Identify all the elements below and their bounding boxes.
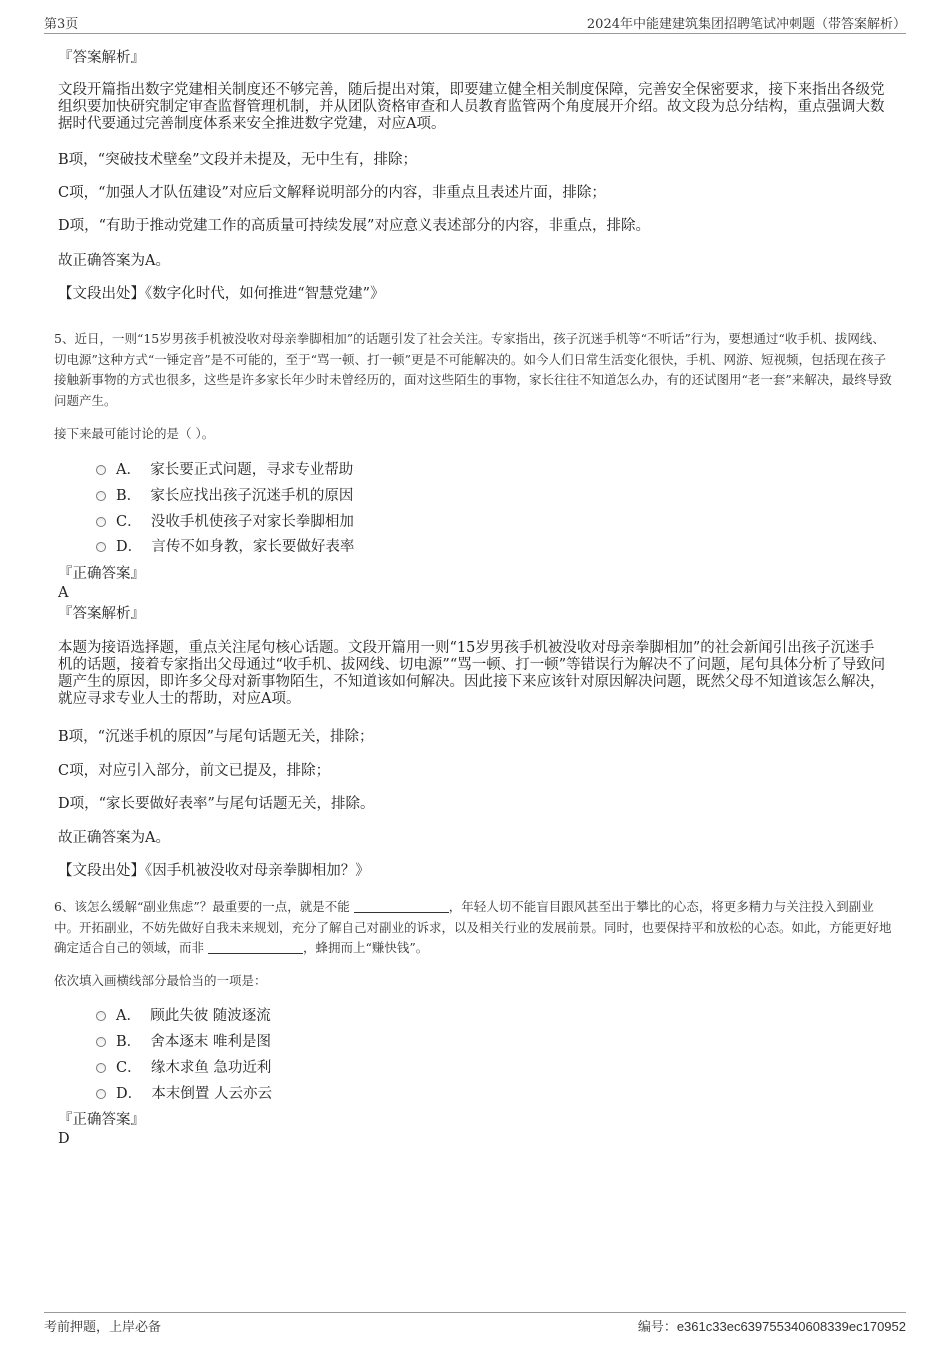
q6-stem: [54, 897, 896, 959]
q5-option-b[interactable]: [96, 487, 353, 505]
q4-option-c-explanation: C项，“加强人才队伍建设”对应后文解释说明部分的内容，非重点且表述片面，排除；: [58, 185, 606, 201]
option-letter: D．: [116, 539, 143, 555]
q6-option-c[interactable]: [96, 1059, 271, 1077]
q5-option-c[interactable]: [96, 513, 354, 531]
q6-stem-part-1: 6、该怎么缓解“副业焦虑”？最重要的一点，就是不能: [54, 899, 350, 914]
option-letter: D．: [116, 1086, 143, 1102]
q4-source: 【文段出处】《数字化时代，如何推进“智慧党建”》: [58, 286, 385, 302]
document-code: [638, 1316, 906, 1335]
q6-stem-part-3: ，蜂拥而上“赚快钱”。: [303, 940, 429, 955]
q5-prompt: 接下来最可能讨论的是（ ）。: [54, 426, 215, 441]
option-letter: B．: [116, 1034, 142, 1050]
q4-option-d-explanation: D项，“有助于推动党建工作的高质量可持续发展”对应意义表述部分的内容，非重点，排除。: [58, 218, 650, 234]
q6-option-d[interactable]: [96, 1085, 272, 1103]
q6-answer-label: 『正确答案』: [58, 1112, 145, 1128]
option-text: 家长要正式问题，寻求专业帮助: [150, 462, 354, 478]
q5-answer-label: 『正确答案』: [58, 566, 145, 582]
radio-icon[interactable]: [96, 517, 106, 527]
q6-answer: D: [58, 1131, 70, 1147]
q4-analysis-label: 『答案解析』: [58, 50, 145, 66]
option-letter: A．: [116, 462, 141, 478]
q5-stem: 5、近日，一则“15岁男孩手机被没收对母亲拳脚相加”的话题引发了社会关注。专家指出，孩子沉迷手机等“不听话”行为，要想通过“收手机、拔网线、切电源”这种方式“一锤定音”是不可能的，至于“骂一顿、打一顿”更是不可能解决的。如今人们日常生活变化很快，手机、网游、短视频，包括现在孩子接触新事物的方式也很多，这些是许多家长年少时未曾经历的，面对这些陌生的事物，家长往往不知道怎么办，有的还试图用“老一套”来解决，最终导致问题产生。: [54, 331, 892, 408]
option-text: 舍本逐末 唯利是图: [150, 1034, 271, 1050]
q5-option-d[interactable]: [96, 538, 354, 556]
fill-blank-2: [208, 941, 303, 954]
footer-slogan: 考前押题，上岸必备: [44, 1320, 162, 1335]
q6-prompt: 依次填入画横线部分最恰当的一项是：: [54, 973, 267, 988]
q4-option-b-explanation: B项，“突破技术壁垒”文段并未提及，无中生有，排除；: [58, 152, 417, 168]
page-header: [44, 13, 906, 34]
option-letter: C．: [116, 514, 142, 530]
q4-analysis-text: 文段开篇指出数字党建相关制度还不够完善，随后提出对策，即要建立健全相关制度保障，完善安全保密要求，接下来指出各级党组织要加快研究制定审查监督管理机制，并从团队资格审查和人员教育监管两个角度展开介绍。故文段为总分结构，重点强调大数据时代要通过完善制度体系来安全推进数字党建，对应A项。: [58, 82, 885, 132]
radio-icon[interactable]: [96, 491, 106, 501]
radio-icon[interactable]: [96, 1089, 106, 1099]
q6-option-b[interactable]: [96, 1033, 271, 1051]
q5-source: 【文段出处】《因手机被没收对母亲拳脚相加？》: [58, 863, 370, 879]
option-text: 没收手机使孩子对家长拳脚相加: [150, 514, 354, 530]
q6-option-a[interactable]: [96, 1007, 271, 1025]
fill-blank-1: [354, 900, 449, 913]
option-text: 本末倒置 人云亦云: [151, 1086, 272, 1102]
radio-icon[interactable]: [96, 542, 106, 552]
document-title: 2024年中能建建筑集团招聘笔试冲刺题（带答案解析）: [586, 17, 906, 32]
q5-answer: A: [58, 585, 69, 601]
radio-icon[interactable]: [96, 1063, 106, 1073]
code-label: 编号：: [637, 1320, 677, 1335]
q5-analysis-text: 本题为接语选择题，重点关注尾句核心话题。文段开篇用一则“15岁男孩手机被没收对母亲拳脚相加”的社会新闻引出孩子沉迷手机的话题，接着专家指出父母通过“收手机、拔网线、切电源”“骂一顿、打一顿”等错误行为解决不了问题，尾句具体分析了导致问题产生的原因，即许多父母对新事物陌生，不知道该如何解决。因此接下来应该针对原因解决问题，既然父母不知道该怎么解决，就应寻求专业人士的帮助，对应A项。: [58, 640, 886, 707]
page-footer: [44, 1312, 906, 1333]
option-text: 缘木求鱼 急功近利: [150, 1060, 272, 1076]
q5-option-b-explanation: B项，“沉迷手机的原因”与尾句话题无关，排除；: [58, 729, 374, 745]
option-text: 家长应找出孩子沉迷手机的原因: [150, 488, 354, 504]
q5-option-a[interactable]: [96, 461, 353, 479]
page-number: 第3页: [44, 17, 79, 32]
option-text: 顾此失彼 随波逐流: [150, 1008, 271, 1024]
option-letter: A．: [116, 1008, 141, 1024]
q5-analysis-label: 『答案解析』: [58, 606, 145, 622]
radio-icon[interactable]: [96, 1037, 106, 1047]
q5-option-d-explanation: D项，“家长要做好表率”与尾句话题无关，排除。: [58, 796, 375, 812]
q6-stem-part-2: ，年轻人切不能盲目跟风甚至出于攀比的心态，将更多精力与关注投入到副业中。开拓副业，不妨先做好自我未来规划，充分了解自己对副业的诉求，以及相关行业的发展前景。同时，也要保持平和放松的心态。如此，方能更好地确定适合自己的领域，而非: [54, 899, 892, 955]
code-value: e361c33ec6397553406​08339ec170952: [676, 1319, 906, 1334]
radio-icon[interactable]: [96, 1011, 106, 1021]
q5-option-c-explanation: C项，对应引入部分，前文已提及，排除；: [58, 763, 331, 779]
option-letter: B．: [116, 488, 142, 504]
radio-icon[interactable]: [96, 465, 106, 475]
q4-conclusion: 故正确答案为A。: [58, 253, 170, 269]
q5-conclusion: 故正确答案为A。: [58, 830, 170, 846]
option-letter: C．: [116, 1060, 142, 1076]
option-text: 言传不如身教，家长要做好表率: [151, 539, 355, 555]
